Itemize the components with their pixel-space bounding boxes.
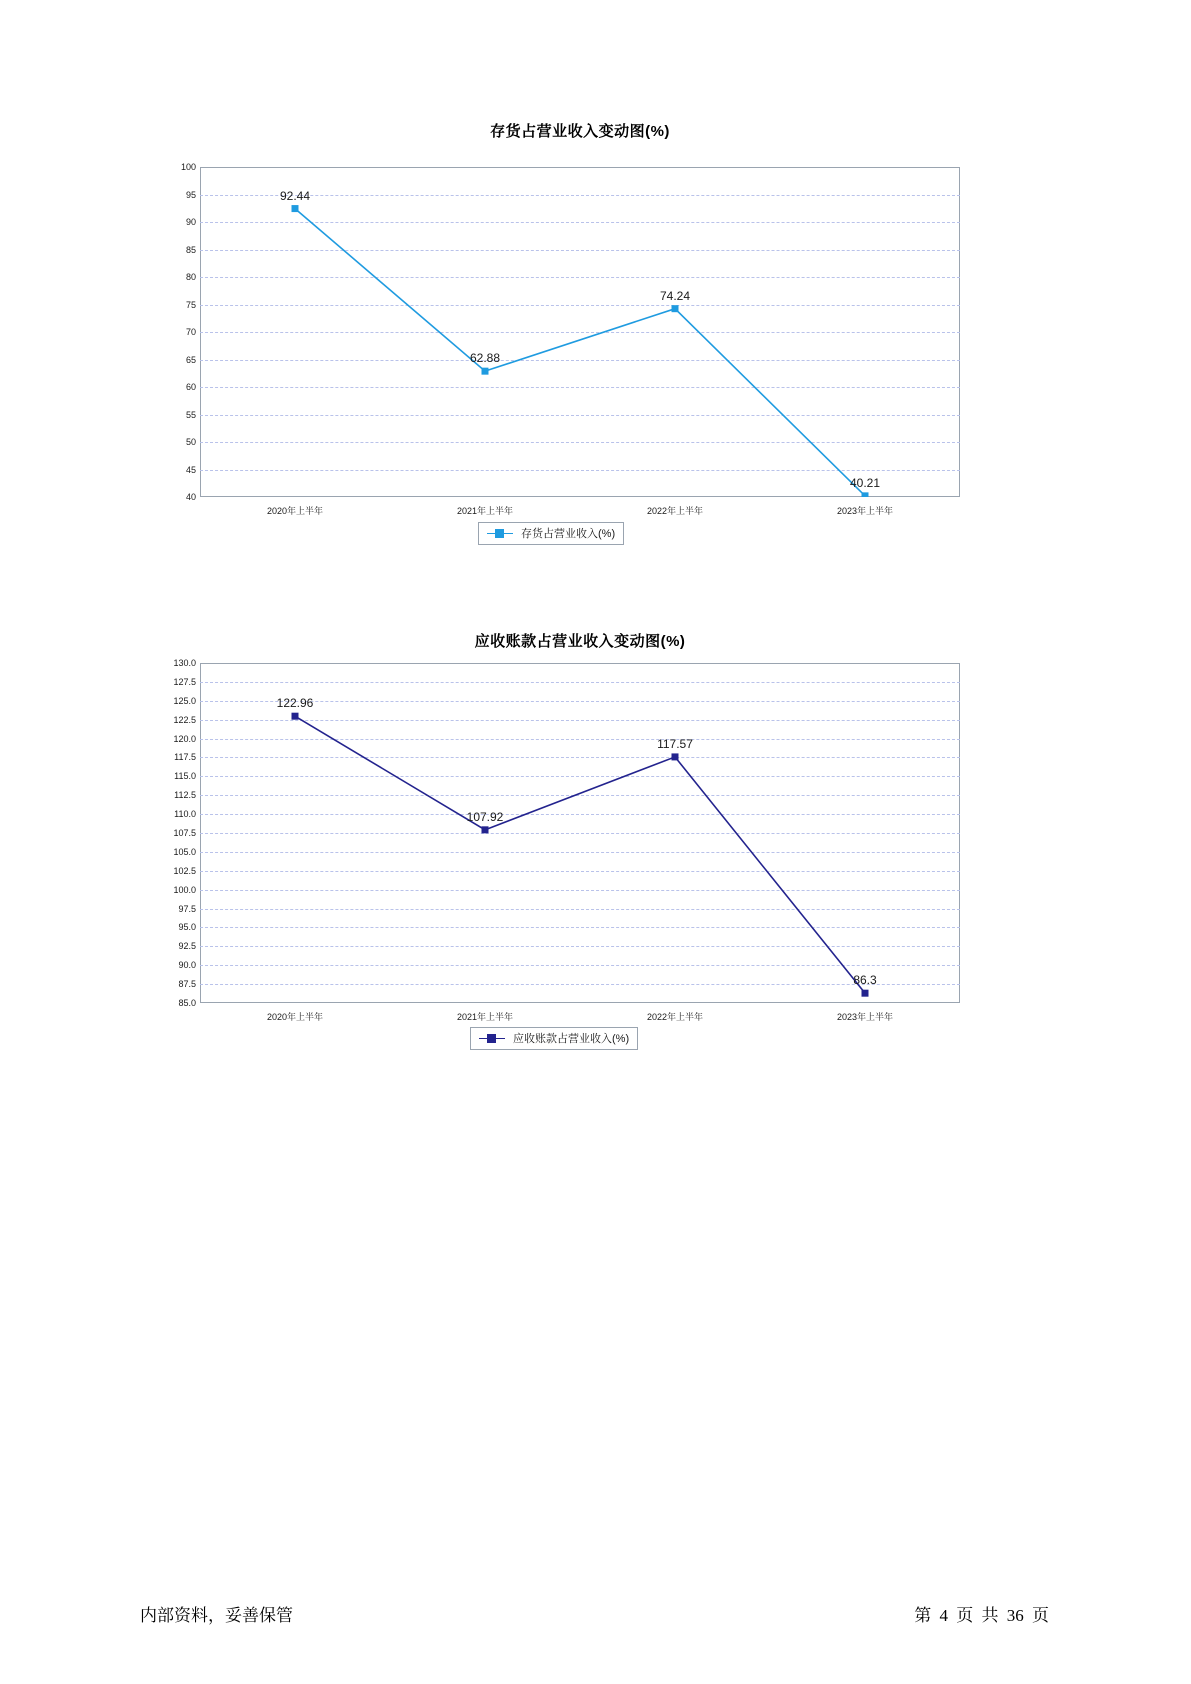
y-tick-label: 92.5 bbox=[178, 941, 196, 952]
y-tick-label: 125.0 bbox=[173, 695, 196, 706]
footer-pagination bbox=[912, 1601, 1051, 1626]
y-tick-label: 102.5 bbox=[173, 865, 196, 876]
y-tick-label: 100 bbox=[180, 162, 196, 172]
x-tick-label: 2021年上半年 bbox=[456, 1012, 514, 1022]
y-tick-label: 45 bbox=[185, 464, 196, 475]
footer-total-pages: 36 bbox=[1006, 1606, 1024, 1625]
chart-legend bbox=[470, 1027, 638, 1050]
y-tick-label: 65 bbox=[185, 354, 196, 365]
data-point-marker bbox=[292, 713, 299, 720]
y-tick-label: 40 bbox=[185, 492, 196, 502]
y-tick-label: 122.5 bbox=[173, 714, 196, 725]
data-point-marker bbox=[862, 492, 869, 497]
data-point-marker bbox=[862, 990, 869, 997]
y-tick-label: 85 bbox=[185, 244, 196, 255]
data-point-marker bbox=[482, 368, 489, 375]
legend-label: 存货占营业收入(%) bbox=[521, 528, 616, 540]
chart-title: 应收账款占营业收入变动图(%) bbox=[474, 633, 686, 650]
data-point-label: 117.57 bbox=[657, 736, 693, 751]
y-tick-label: 50 bbox=[185, 437, 196, 447]
x-tick-label: 2020年上半年 bbox=[266, 1012, 324, 1022]
y-tick-label: 90 bbox=[185, 217, 196, 227]
data-point-label: 40.21 bbox=[849, 475, 881, 490]
y-tick-label: 115.0 bbox=[174, 771, 196, 782]
data-point-marker bbox=[292, 205, 299, 212]
footer-total-prefix: 共 bbox=[981, 1606, 999, 1625]
y-tick-label: 85.0 bbox=[178, 998, 196, 1008]
y-tick-label: 107.5 bbox=[173, 828, 196, 838]
series-canvas bbox=[200, 663, 960, 1003]
series-canvas bbox=[200, 167, 960, 497]
y-tick-label: 70 bbox=[185, 327, 196, 337]
data-point-label: 107.92 bbox=[466, 809, 504, 824]
series-line bbox=[295, 209, 865, 496]
y-tick-label: 120.0 bbox=[173, 733, 196, 744]
series-line bbox=[295, 716, 865, 993]
x-tick-label: 2022年上半年 bbox=[646, 1012, 704, 1022]
y-tick-label: 110.0 bbox=[174, 809, 196, 820]
footer-note: 内部资料，妥善保管 bbox=[140, 1606, 293, 1625]
data-point-marker bbox=[672, 305, 679, 312]
footer-page-number: 4 bbox=[939, 1606, 948, 1625]
y-tick-label: 75 bbox=[185, 299, 196, 310]
y-tick-label: 95.0 bbox=[178, 922, 196, 933]
y-tick-label: 97.5 bbox=[178, 903, 196, 914]
y-tick-label: 100.0 bbox=[173, 884, 196, 895]
data-point-marker bbox=[482, 826, 489, 833]
x-tick-label: 2022年上半年 bbox=[646, 506, 704, 516]
page-footer bbox=[0, 1601, 1191, 1626]
y-tick-label: 60 bbox=[185, 382, 196, 392]
x-tick-label: 2023年上半年 bbox=[836, 1012, 894, 1022]
x-tick-label: 2021年上半年 bbox=[456, 506, 514, 516]
footer-page-mid: 页 bbox=[956, 1606, 974, 1625]
y-tick-label: 87.5 bbox=[178, 979, 196, 990]
y-tick-label: 105.0 bbox=[173, 846, 196, 857]
y-tick-label: 127.5 bbox=[173, 676, 196, 687]
y-tick-label: 95 bbox=[185, 189, 196, 200]
chart-legend bbox=[478, 522, 624, 545]
data-point-label: 92.44 bbox=[279, 188, 311, 203]
chart-receivables-to-revenue bbox=[140, 630, 1020, 1050]
plot-wrap bbox=[140, 147, 1020, 540]
chart-title: 存货占营业收入变动图(%) bbox=[490, 123, 670, 140]
y-tick-label: 90.0 bbox=[178, 960, 196, 971]
data-point-label: 86.3 bbox=[853, 973, 877, 988]
x-tick-label: 2020年上半年 bbox=[266, 506, 324, 516]
y-tick-label: 130.0 bbox=[173, 658, 196, 668]
data-point-marker bbox=[672, 753, 679, 760]
x-tick-label: 2023年上半年 bbox=[836, 506, 894, 516]
y-tick-label: 117.5 bbox=[174, 752, 196, 763]
y-tick-label: 55 bbox=[185, 409, 196, 420]
data-point-label: 74.24 bbox=[659, 288, 691, 303]
legend-swatch bbox=[495, 529, 504, 538]
legend-marker bbox=[485, 533, 515, 534]
footer-page-suffix: 页 bbox=[1032, 1606, 1049, 1625]
data-point-label: 62.88 bbox=[469, 351, 501, 366]
chart-inventory-to-revenue bbox=[140, 120, 1020, 550]
legend-swatch bbox=[487, 1034, 496, 1043]
y-tick-label: 80 bbox=[185, 272, 196, 282]
plot-wrap bbox=[140, 657, 1020, 1047]
legend-label: 应收账款占营业收入(%) bbox=[513, 1033, 630, 1045]
footer-page-prefix: 第 bbox=[914, 1606, 932, 1625]
data-point-label: 122.96 bbox=[276, 696, 314, 711]
y-tick-label: 112.5 bbox=[174, 790, 196, 801]
legend-marker bbox=[477, 1038, 507, 1039]
